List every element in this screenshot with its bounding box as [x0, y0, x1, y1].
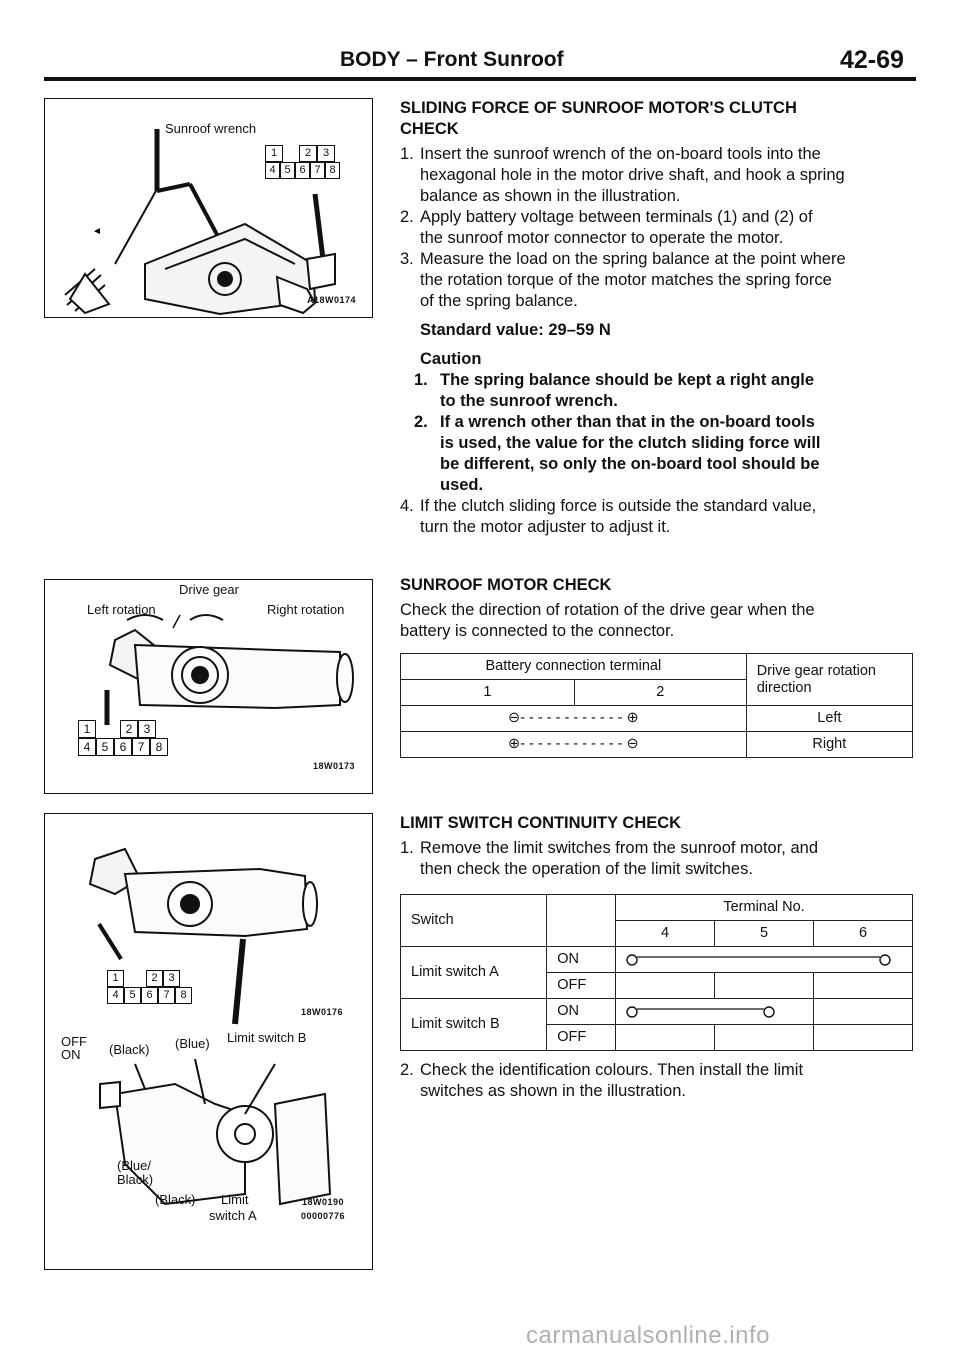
table-header: Switch [401, 895, 547, 947]
connector-pin: 5 [124, 987, 141, 1004]
table-row [401, 732, 913, 758]
figure-code: 00000776 [301, 1211, 346, 1221]
header-rule [44, 77, 916, 81]
step-item: 2. Apply battery voltage between terminals (1) and (2) of the sunroof motor connector to operate the motor. [400, 208, 813, 247]
label-right-rotation: Right rotation [267, 602, 345, 617]
connector-diagram [265, 145, 340, 179]
connector-pin: 3 [163, 970, 180, 987]
section-motor-check: SUNROOF MOTOR CHECK Check the direction of rotation of the drive gear when the battery is connected to the connector. Battery connection terminal Drive gear rotation direction 1 2 ⊖- - - - - - - - - - - - ⊕ Left ⊕- - - - - - - - - - - - ⊖ Right [400, 575, 912, 758]
switch-state: OFF [547, 973, 616, 999]
connector-pin: 6 [114, 738, 132, 756]
connector-pin: 4 [107, 987, 124, 1004]
switch-state: ON [547, 947, 616, 973]
table-row [401, 947, 913, 973]
connector-pin: 4 [78, 738, 96, 756]
table-header: 1 [401, 680, 575, 706]
section-heading: CHECK [400, 120, 459, 138]
table-cell: Left [746, 706, 912, 732]
connector-pin: 1 [107, 970, 124, 987]
connector-pin: 8 [325, 162, 340, 179]
section-clutch-check [400, 98, 912, 538]
label-off: OFF [61, 1034, 87, 1049]
continuity-cell [616, 999, 814, 1025]
figure-arrow-mark: ◄ [92, 226, 102, 237]
standard-value: Standard value: 29–59 N [420, 321, 611, 339]
step-item: 3. Measure the load on the spring balance at the point where the rotation torque of the motor matches the spring force of the spring balance. [400, 250, 846, 310]
connector-pin: 1 [265, 145, 283, 162]
connector-pin: 5 [280, 162, 295, 179]
caution-list [400, 370, 912, 496]
label-limit-switch-b: Limit switch B [227, 1030, 307, 1045]
figure-code: 18W0190 [302, 1197, 345, 1207]
connector-pin: 3 [138, 720, 156, 738]
caution-item: 1. The spring balance should be kept a right angle to the sunroof wrench. [414, 371, 815, 410]
figure-limit-switches [44, 813, 373, 1270]
connector-pin: 2 [146, 970, 163, 987]
page-title: BODY – Front Sunroof [340, 48, 564, 71]
switch-name: Limit switch A [401, 947, 547, 999]
watermark: carmanualsonline.info [526, 1322, 770, 1349]
connector-diagram [107, 970, 192, 1004]
table-cell: ⊖- - - - - - - - - - - - ⊕ [401, 706, 747, 732]
connector-pin: 1 [78, 720, 96, 738]
table-header: Battery connection terminal [401, 654, 747, 680]
figure-code: A18W0174 [307, 295, 357, 305]
connector-pin: 7 [132, 738, 150, 756]
step-item: 4. If the clutch sliding force is outside the standard value, turn the motor adjuster to adjust it. [400, 497, 817, 536]
step-item: 2. Check the identification colours. Then install the limit switches as shown in the illustration. [400, 1061, 804, 1100]
rotation-table [400, 653, 913, 758]
table-header: Drive gear rotation direction [746, 654, 912, 706]
figure-sunroof-wrench [44, 98, 373, 318]
table-header: 2 [574, 680, 746, 706]
connector-pin: 2 [120, 720, 138, 738]
label-limit-switch-a: switch A [209, 1208, 257, 1223]
section-heading: SLIDING FORCE OF SUNROOF MOTOR'S CLUTCH [400, 99, 797, 117]
label-black: (Black) [155, 1192, 196, 1207]
label-on: ON [61, 1047, 81, 1062]
caution-title: Caution [420, 350, 482, 368]
figure-code: 18W0176 [301, 1007, 344, 1017]
table-header: 6 [814, 921, 913, 947]
label-blue-black: (Blue/ [117, 1158, 151, 1173]
label-sunroof-wrench: Sunroof wrench [165, 121, 257, 136]
table-cell: Right [746, 732, 912, 758]
connector-pin: 7 [158, 987, 175, 1004]
connector-pin: 8 [175, 987, 192, 1004]
figure-code: 18W0173 [313, 761, 356, 771]
limit-switch-table [400, 894, 913, 1051]
label-limit-switch-a: Limit [221, 1192, 249, 1207]
connector-pin: 2 [299, 145, 317, 162]
table-header: Terminal No. [616, 895, 913, 921]
label-blue: (Blue) [175, 1036, 210, 1051]
switch-name: Limit switch B [401, 999, 547, 1051]
label-left-rotation: Left rotation [87, 602, 156, 617]
connector-pin: 8 [150, 738, 168, 756]
switch-state: OFF [547, 1025, 616, 1051]
continuity-cell [616, 947, 913, 973]
section-heading: LIMIT SWITCH CONTINUITY CHECK [400, 814, 682, 832]
connector-pin: 7 [310, 162, 325, 179]
page-number: 42-69 [840, 46, 904, 74]
label-drive-gear: Drive gear [179, 582, 239, 597]
connector-pin: 5 [96, 738, 114, 756]
step-item: 1. Remove the limit switches from the sunroof motor, and then check the operation of the limit switches. [400, 839, 818, 878]
table-header: 5 [715, 921, 814, 947]
figure-drive-gear [44, 579, 373, 794]
step-item: 1. Insert the sunroof wrench of the on-board tools into the hexagonal hole in the motor drive shaft, and hook a spring balance as shown in the illustration. [400, 145, 845, 205]
continuity-4-5 [626, 1002, 806, 1022]
continuity-4-6 [626, 950, 896, 970]
table-header: 4 [616, 921, 715, 947]
connector-pin: 6 [141, 987, 158, 1004]
table-cell: ⊕- - - - - - - - - - - - ⊖ [401, 732, 747, 758]
table-row [401, 706, 913, 732]
connector-pin: 4 [265, 162, 280, 179]
page-header [0, 48, 960, 78]
label-black: (Black) [109, 1042, 150, 1057]
label-blue-black: Black) [117, 1172, 154, 1187]
caution-item: 2. If a wrench other than that in the on-board tools is used, the value for the clutch sliding force will be different, so only the on-board tool should be used. [414, 413, 821, 494]
switch-state: ON [547, 999, 616, 1025]
section-heading: SUNROOF MOTOR CHECK [400, 576, 612, 594]
section-limit-switch-check [400, 813, 912, 1102]
table-row [401, 999, 913, 1025]
connector-pin: 6 [295, 162, 310, 179]
connector-pin: 3 [317, 145, 335, 162]
connector-diagram [78, 720, 168, 756]
